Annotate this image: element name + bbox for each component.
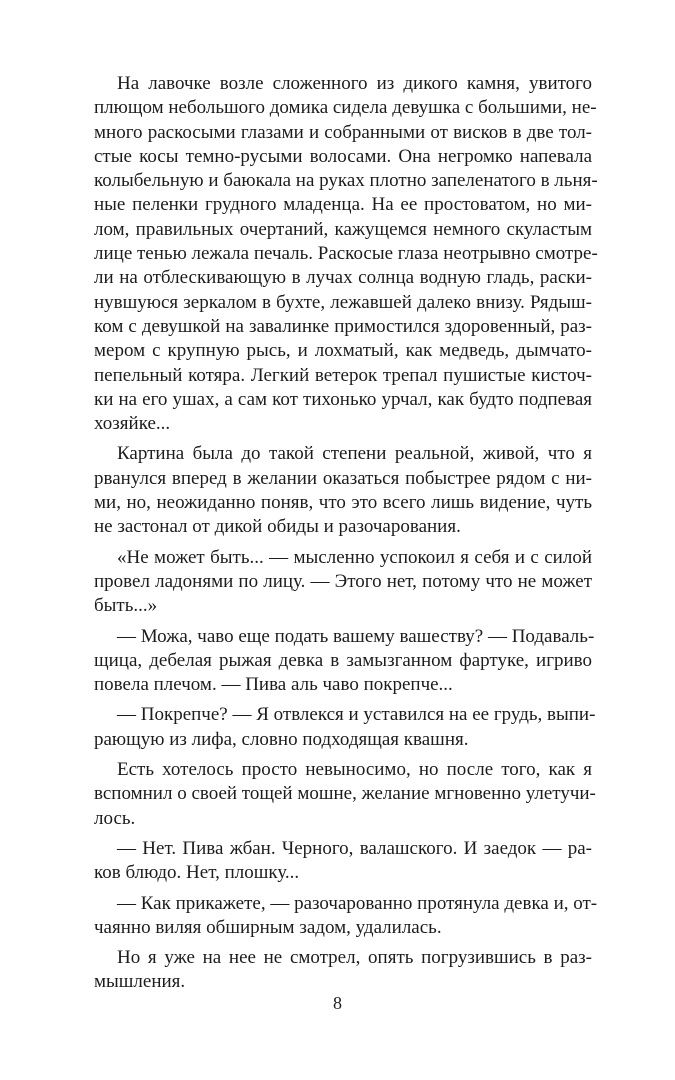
text-line: рающую из лифа, словно подходящая квашня. bbox=[94, 728, 469, 750]
text-line: мышления. bbox=[94, 971, 186, 993]
text-line: не застонал от дикой обиды и разочарования. bbox=[94, 516, 461, 538]
paragraph bbox=[94, 625, 595, 698]
text-line: вспомнил о своей тощей мошне, желание мгновенно улетучи- bbox=[94, 783, 596, 805]
text-line: щица, дебелая рыжая девка в замызганном фартуке, игриво bbox=[94, 649, 592, 671]
text-line: — Покрепче? — Я отвлекся и уставился на ее грудь, выпи- bbox=[117, 704, 596, 726]
text-line: рванулся вперед в желании оказаться побыстрее рядом с ни- bbox=[94, 467, 592, 489]
text-line: Но я уже на нее не смотрел, опять погрузившись в раз- bbox=[117, 947, 592, 969]
text-line: ми, но, неожиданно поняв, что это всего лишь видение, чуть bbox=[94, 492, 592, 514]
paragraph bbox=[94, 72, 598, 436]
text-line: много раскосыми глазами и собранными от висков в две тол- bbox=[94, 121, 592, 143]
text-line: — Можа, чаво еще подать вашему вашеству? — Подаваль- bbox=[117, 625, 595, 647]
text-line: Картина была до такой степени реальной, живой, что я bbox=[117, 443, 592, 465]
text-line: лице тенью лежала печаль. Раскосые глаза неотрывно смотре- bbox=[94, 243, 598, 265]
text-line: На лавочке возле сложенного из дикого камня, увитого bbox=[117, 73, 592, 94]
text-line: Есть хотелось просто невыносимо, но после того, как я bbox=[117, 759, 592, 781]
text-line: «Не может быть... — мысленно успокоил я себя и с силой bbox=[117, 546, 592, 568]
text-line: хозяйке... bbox=[94, 413, 171, 435]
text-line: ные пеленки грудного младенца. На ее простоватом, но ми- bbox=[94, 194, 592, 216]
text-line: пепельный котяра. Легкий ветерок трепал пушистые кисточ- bbox=[94, 364, 592, 386]
page-number: 8 bbox=[333, 993, 342, 1013]
text-line: стые косы темно-русыми волосами. Она негромко напевала bbox=[94, 145, 592, 167]
text-line: провел ладонями по лицу. — Этого нет, потому что не может bbox=[94, 570, 592, 592]
paragraph bbox=[94, 946, 592, 995]
text-line: лом, правильных очертаний, кажущемся немного скуластым bbox=[94, 218, 592, 240]
paragraph bbox=[94, 892, 598, 941]
paragraph bbox=[94, 837, 592, 886]
text-line: мером с крупную рысь, и лохматый, как медведь, дымчато- bbox=[94, 340, 592, 362]
text-line: нувшуюся зеркалом в бухте, лежавшей далеко внизу. Рядыш- bbox=[94, 291, 592, 313]
text-line: — Как прикажете, — разочарованно протянула девка и, от- bbox=[117, 892, 598, 914]
text-line: быть...» bbox=[94, 595, 158, 617]
text-line: лось. bbox=[94, 807, 136, 829]
text-line: повела плечом. — Пива аль чаво покрепче... bbox=[94, 674, 453, 696]
paragraph bbox=[94, 703, 596, 752]
paragraph bbox=[94, 758, 596, 831]
paragraph bbox=[94, 442, 592, 539]
page-body-text bbox=[94, 72, 598, 1001]
text-line: ли на отблескивающую в лучах солнца водную гладь, раски- bbox=[94, 267, 592, 289]
text-line: колыбельную и баюкала на руках плотно запеленатого в льня- bbox=[94, 170, 598, 192]
text-line: плющом небольшого домика сидела девушка с большими, не- bbox=[94, 97, 597, 119]
text-line: ки на его ушах, а сам кот тихонько урчал, как будто подпевая bbox=[94, 388, 592, 410]
text-line: — Нет. Пива жбан. Черного, валашского. И заедок — ра- bbox=[117, 837, 592, 859]
paragraph bbox=[94, 546, 592, 619]
text-line: ков блюдо. Нет, плошку... bbox=[94, 862, 300, 884]
text-line: чаянно виляя обширным задом, удалилась. bbox=[94, 916, 442, 938]
text-line: ком с девушкой на завалинке примостился здоровенный, раз- bbox=[94, 315, 592, 337]
